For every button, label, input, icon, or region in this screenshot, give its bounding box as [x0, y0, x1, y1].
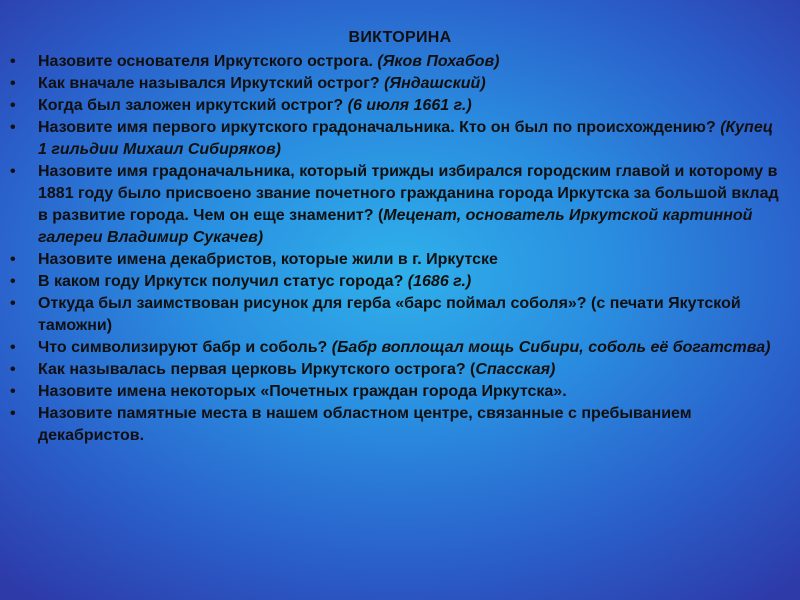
answer-text: (6 июля 1661 г.)	[343, 97, 472, 114]
question-text: Как называлась первая церковь Иркутского острога? (	[38, 361, 476, 378]
quiz-item	[10, 271, 780, 293]
question-text: Назовите имя первого иркутского градоначальника. Кто он был по происхождению?	[38, 119, 716, 136]
answer-text: Спасская)	[475, 361, 556, 378]
question-text: Что символизируют бабр и соболь?	[38, 339, 328, 356]
bullet-icon: •	[10, 97, 16, 114]
answer-text: (Купец 1 гильдии Михаил Сибиряков)	[38, 119, 774, 158]
slide-title: ВИКТОРИНА	[348, 29, 452, 46]
bullet-icon: •	[10, 383, 16, 400]
bullet-icon: •	[10, 119, 16, 136]
quiz-item	[10, 359, 780, 381]
bullet-icon: •	[10, 251, 16, 268]
quiz-list	[10, 51, 780, 447]
answer-text: (Яков Похабов)	[372, 53, 500, 70]
quiz-item	[10, 293, 780, 337]
bullet-icon: •	[10, 361, 16, 378]
question-text: Откуда был заимствован рисунок для герба «барс поймал соболя»? (с печати Якутской таможни)	[38, 295, 741, 334]
question-text: Как вначале назывался Иркутский острог?	[38, 75, 380, 92]
question-text: Назовите основателя Иркутского острога.	[38, 53, 373, 70]
answer-text: (Яндашский)	[379, 75, 486, 92]
quiz-item	[10, 249, 780, 271]
bullet-icon: •	[10, 405, 16, 422]
bullet-icon: •	[10, 163, 16, 180]
question-text: Когда был заложен иркутский острог?	[38, 97, 344, 114]
question-text: Назовите памятные места в нашем областном центре, связанные с пребыванием декабристов.	[38, 405, 692, 444]
bullet-icon: •	[10, 295, 16, 312]
question-text: Назовите имя градоначальника, который трижды избирался городским главой и которому в 1881 году было присвоено звание почетного гражданина города Иркутска за большой вклад в развитие города. Чем он еще знаменит? (	[38, 163, 779, 224]
answer-text: (1686 г.)	[403, 273, 472, 290]
quiz-item	[10, 381, 780, 403]
answer-text: (Бабр воплощал мощь Сибири, соболь её богатства)	[327, 339, 771, 356]
quiz-item	[10, 161, 780, 249]
quiz-item	[10, 51, 780, 73]
bullet-icon: •	[10, 339, 16, 356]
question-text: Назовите имена некоторых «Почетных граждан города Иркутска».	[38, 383, 567, 400]
question-text: Назовите имена декабристов, которые жили в г. Иркутске	[38, 251, 498, 268]
quiz-item	[10, 73, 780, 95]
quiz-item	[10, 95, 780, 117]
bullet-icon: •	[10, 53, 16, 70]
bullet-icon: •	[10, 273, 16, 290]
quiz-item	[10, 403, 780, 447]
quiz-item	[10, 117, 780, 161]
quiz-item	[10, 337, 780, 359]
answer-text: Меценат, основатель Иркутской картинной галереи Владимир Сукачев)	[38, 207, 753, 246]
question-text: В каком году Иркутск получил статус города?	[38, 273, 404, 290]
bullet-icon: •	[10, 75, 16, 92]
